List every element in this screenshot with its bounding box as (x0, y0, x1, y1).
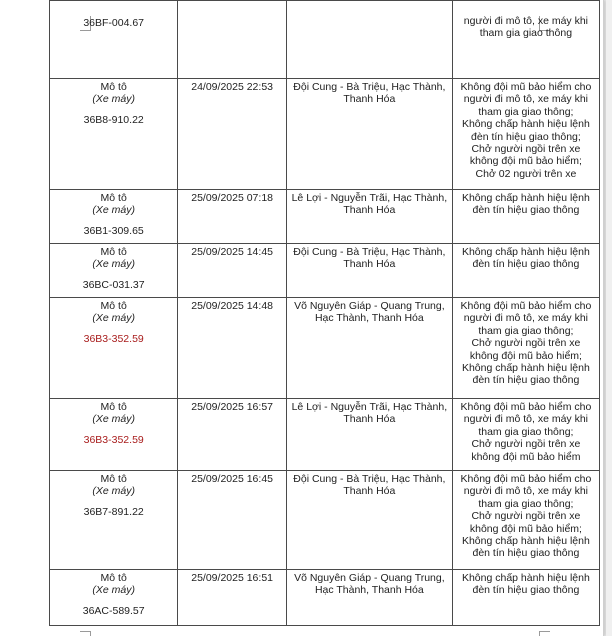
table-row (50, 190, 600, 244)
violation-item: Chở người ngồi trên xe không đội mũ bảo hiểm; (469, 510, 582, 535)
margin-corner-bottom-right (539, 631, 550, 636)
table-row (50, 471, 600, 570)
violation-item: Chở người ngồi trên xe không đội mũ bảo hiểm; (469, 143, 582, 168)
violation-item: Không chấp hành hiệu lệnh đèn tín hiệu giao thông (461, 572, 590, 597)
license-plate: 36B3-352.59 (83, 332, 144, 345)
vehicle-cell (50, 399, 178, 471)
violation-cell (452, 79, 599, 190)
location-cell (286, 1, 452, 79)
violation-cell (452, 1, 599, 79)
license-plate: 36B8-910.22 (83, 113, 144, 126)
table-row (50, 244, 600, 298)
vehicle-type: Mô tô (100, 192, 127, 204)
vehicle-subtype: (Xe máy) (92, 584, 135, 597)
violation-item: Chở người ngồi trên xe không đội mũ bảo hiểm (471, 438, 581, 463)
violation-item: Không chấp hành hiệu lệnh đèn tín hiệu giao thông (461, 246, 590, 271)
violation-item: Không đội mũ bảo hiểm cho người đi mô tô, xe máy khi tham gia giao thông; (460, 81, 592, 118)
location-cell: Đội Cung - Bà Triệu, Hạc Thành, Thanh Hóa (286, 244, 452, 298)
time-cell: 25/09/2025 16:57 (178, 399, 287, 471)
table-row (50, 570, 600, 626)
location-cell: Lê Lợi - Nguyễn Trãi, Hạc Thành, Thanh Hóa (286, 190, 452, 244)
violation-cell (452, 298, 599, 399)
violation-item: Không đội mũ bảo hiểm cho người đi mô tô, xe máy khi tham gia giao thông; (460, 300, 592, 337)
time-cell: 25/09/2025 07:18 (178, 190, 287, 244)
violation-cell (452, 570, 599, 626)
violation-item: Không đội mũ bảo hiểm cho người đi mô tô, xe máy khi tham gia giao thông; (460, 473, 592, 510)
location-cell: Đội Cung - Bà Triệu, Hạc Thành, Thanh Hóa (286, 79, 452, 190)
violation-item: Chở 02 người trên xe (475, 167, 577, 180)
violation-item: người đi mô tô, xe máy khi (463, 15, 589, 27)
vehicle-type: Mô tô (100, 401, 127, 413)
vehicle-type: Mô tô (100, 572, 127, 584)
vehicle-cell (50, 79, 178, 190)
license-plate: 36B3-352.59 (83, 433, 144, 446)
violation-item: tham gia giao thông (479, 27, 573, 40)
violation-item: Không đội mũ bảo hiểm cho người đi mô tô, xe máy khi tham gia giao thông; (460, 401, 592, 438)
vehicle-type: Mô tô (100, 246, 127, 258)
vehicle-cell (50, 471, 178, 570)
location-cell: Võ Nguyên Giáp - Quang Trung, Hạc Thành, Thanh Hóa (286, 570, 452, 626)
vehicle-cell (50, 190, 178, 244)
vertical-scrollbar[interactable] (606, 0, 612, 636)
location-cell: Võ Nguyên Giáp - Quang Trung, Hạc Thành, Thanh Hóa (286, 298, 452, 399)
license-plate: 36BF-004.67 (83, 17, 145, 29)
time-cell: 25/09/2025 14:48 (178, 298, 287, 399)
table-row (50, 298, 600, 399)
table-row (50, 1, 600, 79)
vehicle-subtype: (Xe máy) (92, 312, 135, 325)
violation-item: Chở người ngồi trên xe không đội mũ bảo hiểm; (469, 337, 582, 362)
license-plate: 36B7-891.22 (83, 505, 144, 518)
license-plate: 36BC-031.37 (82, 278, 145, 291)
location-cell: Đội Cung - Bà Triệu, Hạc Thành, Thanh Hóa (286, 471, 452, 570)
vehicle-subtype: (Xe máy) (92, 93, 135, 106)
location-cell: Lê Lợi - Nguyễn Trãi, Hạc Thành, Thanh Hóa (286, 399, 452, 471)
time-cell: 24/09/2025 22:53 (178, 79, 287, 190)
violation-cell (452, 244, 599, 298)
violations-table (49, 0, 600, 626)
margin-corner-bottom-left (80, 631, 91, 636)
table-row (50, 79, 600, 190)
time-cell (178, 1, 287, 79)
vehicle-subtype: (Xe máy) (92, 258, 135, 271)
license-plate: 36B1-309.65 (83, 224, 144, 237)
time-cell: 25/09/2025 16:51 (178, 570, 287, 626)
time-cell: 25/09/2025 14:45 (178, 244, 287, 298)
violation-item: Không chấp hành hiệu lệnh đèn tín hiệu giao thông (461, 362, 590, 387)
violation-cell (452, 471, 599, 570)
vehicle-cell (50, 298, 178, 399)
license-plate: 36AC-589.57 (82, 604, 145, 617)
vehicle-subtype: (Xe máy) (92, 485, 135, 498)
vehicle-subtype: (Xe máy) (92, 413, 135, 426)
violation-cell (452, 399, 599, 471)
vehicle-type: Mô tô (100, 81, 127, 93)
violation-item: Không chấp hành hiệu lệnh đèn tín hiệu giao thông (461, 192, 590, 217)
time-cell: 25/09/2025 16:45 (178, 471, 287, 570)
violation-item: Không chấp hành hiệu lệnh đèn tín hiệu giao thông (461, 535, 590, 560)
vehicle-subtype: (Xe máy) (92, 204, 135, 217)
table-row (50, 399, 600, 471)
vehicle-cell (50, 244, 178, 298)
vehicle-cell (50, 570, 178, 626)
vehicle-cell (50, 1, 178, 79)
vehicle-type: Mô tô (100, 300, 127, 312)
vehicle-type: Mô tô (100, 473, 127, 485)
violation-cell (452, 190, 599, 244)
violation-item: Không chấp hành hiệu lệnh đèn tín hiệu giao thông; (461, 118, 590, 143)
